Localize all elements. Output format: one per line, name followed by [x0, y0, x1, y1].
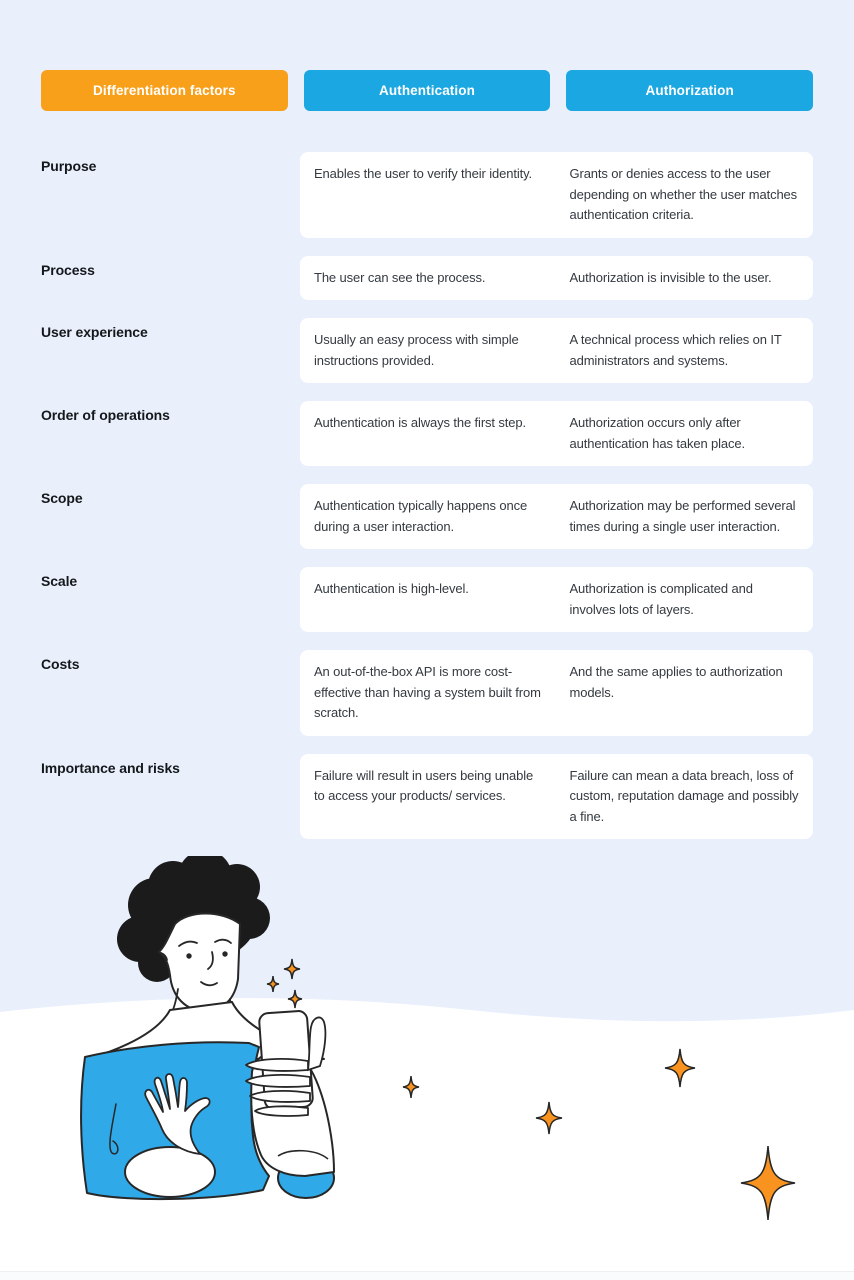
- table-row: [41, 152, 813, 238]
- row-card: [300, 650, 813, 736]
- authorization-cell: Grants or denies access to the user depending on whether the user matches authentication criteria.: [569, 166, 798, 222]
- row-label-scale: Scale: [41, 573, 78, 589]
- authorization-cell: Authorization occurs only after authentication has taken place.: [569, 415, 746, 451]
- table-header: [41, 70, 813, 111]
- table-row: [41, 567, 813, 632]
- authentication-cell: An out-of-the-box API is more cost-effective than having a system built from scratch.: [314, 664, 541, 720]
- thumb: [308, 1017, 325, 1070]
- table-row: [41, 318, 813, 383]
- row-card: [300, 567, 813, 632]
- comparison-rows: [41, 152, 813, 839]
- table-row: [41, 256, 813, 301]
- authorization-cell: A technical process which relies on IT administrators and systems.: [569, 332, 782, 368]
- authentication-cell: Enables the user to verify their identity.: [314, 166, 532, 181]
- woman-with-phone-illustration: [62, 856, 352, 1226]
- row-card: [300, 754, 813, 840]
- table-row: [41, 484, 813, 549]
- row-card: [300, 256, 813, 301]
- authentication-cell: Failure will result in users being unable to access your products/ services.: [314, 767, 534, 803]
- sleeve-cuff: [125, 1147, 215, 1197]
- row-card: [300, 152, 813, 238]
- authorization-cell: Authorization may be performed several times during a single user interaction.: [569, 498, 796, 534]
- row-card: [300, 401, 813, 466]
- table-row: [41, 754, 813, 840]
- row-label-process: Process: [41, 261, 95, 278]
- table-row: [41, 650, 813, 736]
- authorization-cell: And the same applies to authorization models.: [569, 664, 783, 700]
- authentication-cell: Usually an easy process with simple instructions provided.: [314, 332, 519, 368]
- authentication-cell: Authentication is always the first step.: [314, 415, 526, 430]
- header-pill-label: Differentiation factors: [93, 83, 236, 98]
- header-pill-differentiation-factors: [41, 70, 288, 111]
- row-card: [300, 484, 813, 549]
- header-pill-label: Authentication: [379, 83, 475, 98]
- authentication-cell: Authentication typically happens once during a user interaction.: [314, 498, 528, 534]
- row-label-scope: Scope: [41, 490, 83, 506]
- table-row: [41, 401, 813, 466]
- authentication-cell: The user can see the process.: [314, 269, 486, 285]
- row-card: [300, 318, 813, 383]
- header-pill-authorization: [566, 70, 813, 111]
- page-bottom-edge: [0, 1271, 854, 1280]
- header-pill-label: Authorization: [645, 83, 734, 98]
- row-label-order-of-operations: Order of operations: [41, 407, 170, 423]
- row-label-user-experience: User experience: [41, 324, 148, 340]
- row-label-costs: Costs: [41, 656, 80, 672]
- authorization-cell: Authorization is complicated and involves lots of layers.: [569, 581, 753, 617]
- authorization-cell: Failure can mean a data breach, loss of custom, reputation damage and possibly a fine.: [569, 767, 799, 824]
- row-label-purpose: Purpose: [41, 158, 97, 174]
- header-pill-authentication: [304, 70, 551, 111]
- authorization-cell: Authorization is invisible to the user.: [569, 269, 772, 285]
- authentication-cell: Authentication is high-level.: [314, 581, 469, 596]
- row-label-importance-and-risks: Importance and risks: [41, 759, 180, 776]
